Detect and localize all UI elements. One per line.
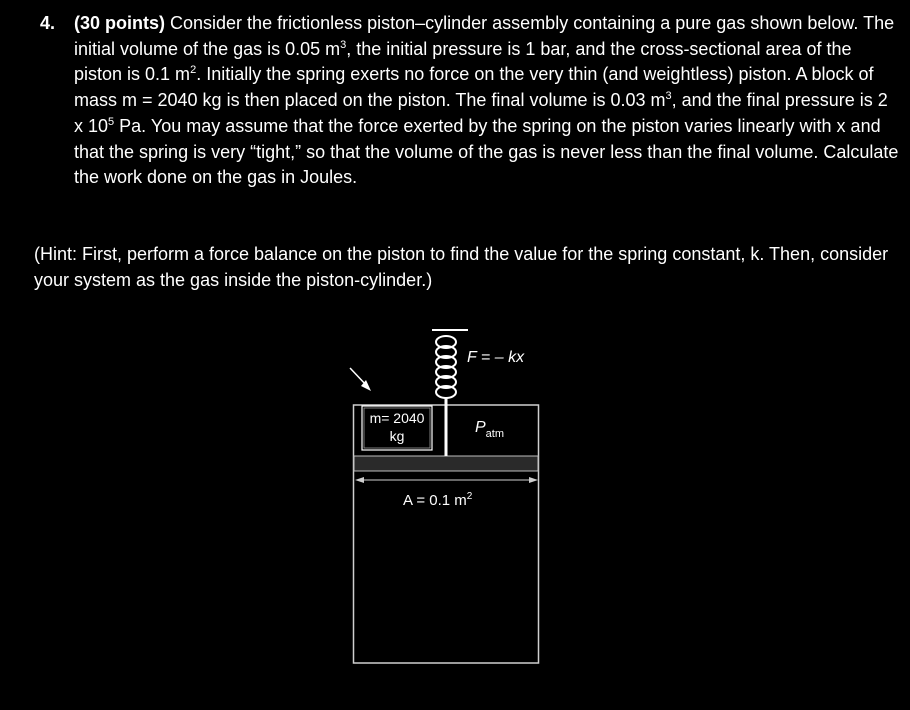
problem-text-1: Consider the frictionless piston–cylinder assembly containing a pure gas shown below. The initial volume of the gas is 0.05 m bbox=[74, 13, 895, 59]
exponent-3-final-volume: 3 bbox=[665, 90, 672, 103]
exponent-3-initial-volume: 3 bbox=[340, 38, 347, 51]
problem-text-2: , the initial pressure is 1 bar, and the cross-sectional area of the piston is 0.1 m bbox=[74, 38, 852, 85]
problem-number: 4. bbox=[40, 13, 56, 33]
mass-label-line1: m= 2040 bbox=[369, 410, 425, 426]
area-dimension-arrow bbox=[355, 477, 538, 483]
placement-arrow-icon bbox=[350, 368, 371, 391]
pressure-label: $P_{atm}$ bbox=[475, 419, 505, 440]
exponent-5-pressure: 5 bbox=[108, 115, 115, 128]
spring-icon bbox=[436, 336, 456, 398]
hint-text: (Hint: First, perform a force balance on the piston to find the value for the spring constant, k. Then, consider your system as the gas inside the piston-cylinder.) bbox=[34, 244, 889, 290]
exponent-2-area: 2 bbox=[190, 64, 197, 77]
problem-points: (30 points) bbox=[74, 13, 166, 33]
spring-force-label: F = – kx bbox=[467, 349, 525, 366]
problem-text-4: , and the final pressure is 2 x 10 bbox=[74, 90, 888, 136]
mass-label-line2: kg bbox=[389, 428, 405, 444]
problem-text-5: Pa. You may assume that the force exerted by the spring on the piston varies linearly with x and that the spring is very “tight,” so that the volume of the gas is never less than the final volume. Calculate the work done on the gas in Joules. bbox=[74, 115, 899, 188]
problem-text-3: . Initially the spring exerts no force on the very thin (and weightless) piston. A block of mass m = 2040 kg is then placed on the piston. The final volume is 0.03 m bbox=[74, 64, 874, 111]
piston bbox=[354, 456, 538, 471]
area-label: A = 0.1 $m^2$ bbox=[403, 491, 473, 509]
